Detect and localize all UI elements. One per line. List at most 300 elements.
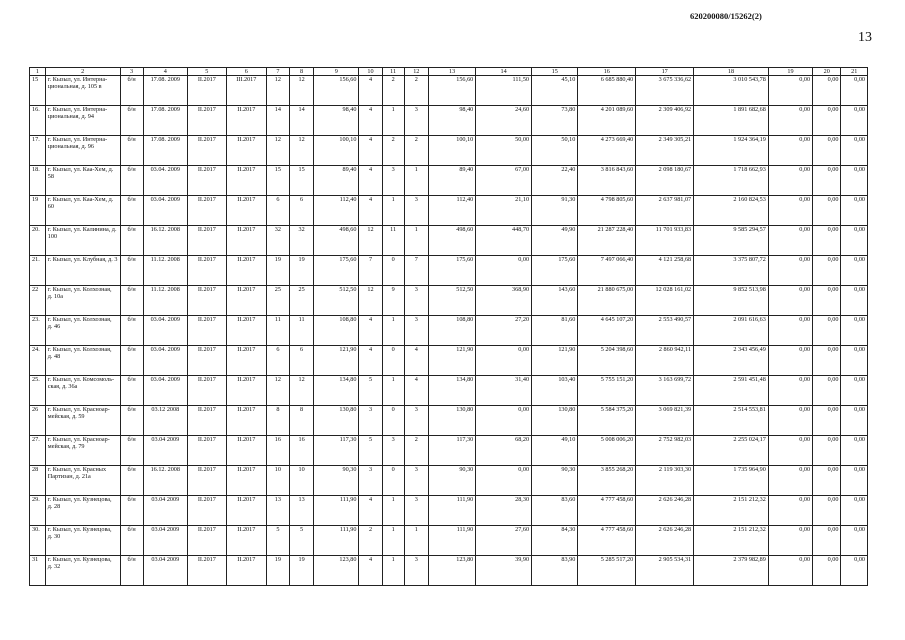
table-header [30, 68, 868, 76]
table-cell: 2 [404, 436, 428, 466]
column-header: 19 [768, 68, 812, 76]
table-cell: 16 [266, 436, 289, 466]
table-cell: 25 [289, 286, 313, 316]
table-cell: 0,00 [841, 256, 868, 286]
table-cell: 0,00 [813, 136, 841, 166]
table-cell: 3 [382, 436, 404, 466]
table-cell: 498,60 [314, 226, 359, 256]
table-row [30, 196, 868, 226]
table-cell: 84,30 [532, 526, 578, 556]
table-cell: 130,80 [532, 406, 578, 436]
table-cell: 24. [30, 346, 46, 376]
table-row [30, 136, 868, 166]
table-cell: г. Кызыл, ул. Кузнецова, д. 28 [45, 496, 120, 526]
table-cell: 16. [30, 106, 46, 136]
table-cell: 103,40 [532, 376, 578, 406]
table-cell: 15 [289, 166, 313, 196]
table-cell: II.2017 [226, 406, 266, 436]
table-cell: 0,00 [476, 406, 532, 436]
table-cell: 89,40 [428, 166, 475, 196]
table-row [30, 226, 868, 256]
table-cell: 6 [266, 346, 289, 376]
table-cell: 0,00 [841, 556, 868, 586]
table-cell: 21 880 675,00 [578, 286, 636, 316]
table-cell: 175,60 [428, 256, 475, 286]
table-cell: 111,90 [314, 496, 359, 526]
column-header: 3 [120, 68, 143, 76]
table-cell: 12 [289, 76, 313, 106]
table-cell: б/н [120, 226, 143, 256]
table-cell: б/н [120, 466, 143, 496]
table-cell: 0,00 [768, 376, 812, 406]
table-cell: 1 891 682,68 [694, 106, 769, 136]
table-cell: 0,00 [768, 106, 812, 136]
table-cell: 19 [289, 556, 313, 586]
table-cell: 5 [359, 436, 382, 466]
page-number: 13 [858, 30, 872, 45]
table-cell: 0 [382, 466, 404, 496]
table-cell: 4 [359, 76, 382, 106]
table-cell: 6 [289, 346, 313, 376]
table-cell: 112,40 [314, 196, 359, 226]
table-cell: 0,00 [813, 226, 841, 256]
table-cell: 19 [266, 256, 289, 286]
table-cell: г. Кызыл, ул. Кузнецова, д. 30 [45, 526, 120, 556]
table-cell: 2 [359, 526, 382, 556]
table-cell: 24,60 [476, 106, 532, 136]
table-row [30, 166, 868, 196]
table-cell: 7 497 066,40 [578, 256, 636, 286]
column-header: 8 [289, 68, 313, 76]
table-cell: 7 [404, 256, 428, 286]
table-cell: 2 309 406,92 [636, 106, 694, 136]
table-cell: 31,40 [476, 376, 532, 406]
table-cell: 0,00 [841, 226, 868, 256]
table-cell: 15 [30, 76, 46, 106]
table-cell: II.2017 [226, 286, 266, 316]
table-cell: 0,00 [813, 496, 841, 526]
column-header: 13 [428, 68, 475, 76]
table-cell: 7 [359, 256, 382, 286]
table-cell: 1 [382, 496, 404, 526]
table-cell: 30. [30, 526, 46, 556]
table-cell: 14 [289, 106, 313, 136]
table-cell: 4 [359, 556, 382, 586]
table-cell: 12 028 161,02 [636, 286, 694, 316]
table-cell: 45,10 [532, 76, 578, 106]
table-cell: б/н [120, 256, 143, 286]
table-cell: II.2017 [226, 376, 266, 406]
table-cell: 0,00 [476, 256, 532, 286]
table-cell: 0 [382, 406, 404, 436]
table-cell: 9 852 513,98 [694, 286, 769, 316]
table-cell: 2 [382, 136, 404, 166]
table-cell: 0,00 [841, 526, 868, 556]
table-cell: 121,90 [314, 346, 359, 376]
table-cell: 512,50 [314, 286, 359, 316]
table-cell: 3 [359, 406, 382, 436]
table-cell: II.2017 [187, 346, 226, 376]
table-cell: III.2017 [226, 76, 266, 106]
table-cell: 0,00 [813, 406, 841, 436]
table-row [30, 256, 868, 286]
table-cell: 156,60 [314, 76, 359, 106]
table-cell: г. Кызыл, ул. Колхозная, д. 10а [45, 286, 120, 316]
table-cell: 2 151 212,32 [694, 496, 769, 526]
table-cell: 0,00 [841, 196, 868, 226]
table-cell: 0,00 [841, 166, 868, 196]
table-cell: II.2017 [226, 136, 266, 166]
table-cell: 0,00 [841, 346, 868, 376]
table-cell: 3 163 699,72 [636, 376, 694, 406]
table-cell: 4 [359, 346, 382, 376]
table-cell: б/н [120, 406, 143, 436]
table-cell: II.2017 [226, 436, 266, 466]
table-cell: 0,00 [768, 436, 812, 466]
table-cell: 2 160 824,53 [694, 196, 769, 226]
column-header: 5 [187, 68, 226, 76]
table-cell: 19 [30, 196, 46, 226]
table-cell: II.2017 [187, 466, 226, 496]
table-cell: 16.12. 2008 [143, 226, 187, 256]
table-cell: 0,00 [841, 136, 868, 166]
table-cell: 11 701 933,83 [636, 226, 694, 256]
table-cell: 27,20 [476, 316, 532, 346]
table-cell: 100,10 [428, 136, 475, 166]
table-cell: 3 [404, 196, 428, 226]
table-cell: 27,60 [476, 526, 532, 556]
table-cell: 17.08. 2009 [143, 136, 187, 166]
table-cell: г. Кызыл, ул. Красноар-мейская, д. 59 [45, 406, 120, 436]
table-cell: 2 255 024,17 [694, 436, 769, 466]
table-cell: 23. [30, 316, 46, 346]
table-cell: г. Кызыл, ул. Интерна-циональная, д. 96 [45, 136, 120, 166]
table-cell: 28 [30, 466, 46, 496]
table-cell: 4 [359, 136, 382, 166]
table-cell: 0,00 [813, 286, 841, 316]
column-header: 14 [476, 68, 532, 76]
table-cell: 29. [30, 496, 46, 526]
table-cell: 13 [266, 496, 289, 526]
table-cell: 0,00 [813, 526, 841, 556]
table-cell: 0,00 [768, 406, 812, 436]
table-cell: 143,60 [532, 286, 578, 316]
column-header: 1 [30, 68, 46, 76]
table-cell: 1 [382, 376, 404, 406]
table-cell: II.2017 [187, 136, 226, 166]
table-cell: 2 905 534,31 [636, 556, 694, 586]
table-cell: 512,50 [428, 286, 475, 316]
table-cell: 111,50 [476, 76, 532, 106]
table-cell: 22 [30, 286, 46, 316]
table-cell: б/н [120, 346, 143, 376]
table-row [30, 496, 868, 526]
table-row [30, 556, 868, 586]
table-cell: II.2017 [187, 76, 226, 106]
table-cell: 0,00 [841, 106, 868, 136]
table-cell: II.2017 [187, 526, 226, 556]
table-cell: II.2017 [187, 286, 226, 316]
table-cell: 0,00 [476, 346, 532, 376]
table-cell: 2 637 981,07 [636, 196, 694, 226]
table-cell: 6 [289, 196, 313, 226]
table-cell: 83,60 [532, 496, 578, 526]
table-cell: 2 591 451,48 [694, 376, 769, 406]
table-cell: 3 [404, 406, 428, 436]
table-cell: 498,60 [428, 226, 475, 256]
table-cell: II.2017 [226, 466, 266, 496]
table-cell: 2 [404, 76, 428, 106]
table-cell: 21 287 228,40 [578, 226, 636, 256]
table-cell: 39,90 [476, 556, 532, 586]
table-cell: II.2017 [226, 226, 266, 256]
table-cell: г. Кызыл, ул. Комсомоль-ская, д. 36а [45, 376, 120, 406]
table-cell: 3 [404, 286, 428, 316]
table-cell: 16.12. 2008 [143, 466, 187, 496]
table-cell: 0,00 [768, 556, 812, 586]
table-cell: 12 [359, 226, 382, 256]
table-row [30, 376, 868, 406]
table-cell: 0,00 [768, 226, 812, 256]
table-cell: II.2017 [187, 406, 226, 436]
table-cell: 3 675 336,62 [636, 76, 694, 106]
table-body [30, 76, 868, 586]
table-cell: 98,40 [314, 106, 359, 136]
table-cell: 20. [30, 226, 46, 256]
table-cell: 121,90 [532, 346, 578, 376]
table-cell: II.2017 [226, 166, 266, 196]
table-row [30, 76, 868, 106]
table-cell: 11 [289, 316, 313, 346]
table-cell: 0,00 [768, 256, 812, 286]
table-cell: 0,00 [768, 526, 812, 556]
table-cell: 111,90 [428, 526, 475, 556]
table-cell: г. Кызыл, ул. Калинина, д. 100 [45, 226, 120, 256]
table-cell: 32 [266, 226, 289, 256]
table-row [30, 286, 868, 316]
table-cell: 1 [382, 106, 404, 136]
table-cell: II.2017 [187, 436, 226, 466]
table-cell: II.2017 [226, 106, 266, 136]
table-cell: 9 [382, 286, 404, 316]
table-cell: 4 777 458,60 [578, 496, 636, 526]
table-row [30, 466, 868, 496]
column-header: 16 [578, 68, 636, 76]
table-row [30, 436, 868, 466]
table-cell: 90,30 [428, 466, 475, 496]
table-cell: б/н [120, 166, 143, 196]
table-cell: 11 [382, 226, 404, 256]
table-cell: 2 091 616,63 [694, 316, 769, 346]
table-cell: II.2017 [187, 316, 226, 346]
table-cell: 0,00 [841, 76, 868, 106]
table-cell: 0,00 [768, 196, 812, 226]
table-cell: 90,30 [532, 466, 578, 496]
table-row [30, 406, 868, 436]
table-cell: 1 [404, 226, 428, 256]
table-cell: б/н [120, 436, 143, 466]
table-cell: 5 [359, 376, 382, 406]
table-cell: б/н [120, 316, 143, 346]
table-cell: 03.04. 2009 [143, 346, 187, 376]
table-cell: 3 816 843,60 [578, 166, 636, 196]
table-cell: 89,40 [314, 166, 359, 196]
table-cell: II.2017 [187, 256, 226, 286]
table-cell: II.2017 [187, 226, 226, 256]
table-cell: 2 349 305,21 [636, 136, 694, 166]
table-cell: 2 379 982,89 [694, 556, 769, 586]
table-cell: 03.04 2009 [143, 436, 187, 466]
table-cell: 134,80 [314, 376, 359, 406]
table-cell: II.2017 [226, 526, 266, 556]
table-cell: 156,60 [428, 76, 475, 106]
column-header: 10 [359, 68, 382, 76]
table-cell: 68,20 [476, 436, 532, 466]
table-cell: 0,00 [841, 376, 868, 406]
table-cell: б/н [120, 526, 143, 556]
table-cell: 9 585 294,57 [694, 226, 769, 256]
table-cell: 5 755 151,20 [578, 376, 636, 406]
table-cell: 2 [382, 76, 404, 106]
column-header: 11 [382, 68, 404, 76]
table-cell: 1 [404, 166, 428, 196]
column-header: 2 [45, 68, 120, 76]
table-cell: 21. [30, 256, 46, 286]
table-cell: 117,30 [428, 436, 475, 466]
table-cell: б/н [120, 556, 143, 586]
table-cell: б/н [120, 496, 143, 526]
table-cell: 4 798 805,60 [578, 196, 636, 226]
table-cell: 2 553 490,57 [636, 316, 694, 346]
table-cell: г. Кызыл, ул. Интерна-циональная, д. 105 в [45, 76, 120, 106]
column-number-row [30, 68, 868, 76]
table-cell: 100,10 [314, 136, 359, 166]
table-cell: 67,00 [476, 166, 532, 196]
table-cell: 03.12 2008 [143, 406, 187, 436]
table-cell: г. Кызыл, ул. Красных Партизан, д. 21а [45, 466, 120, 496]
table-cell: 6 685 880,40 [578, 76, 636, 106]
table-cell: 0,00 [813, 166, 841, 196]
column-header: 6 [226, 68, 266, 76]
table-cell: 10 [289, 466, 313, 496]
table-cell: 4 [359, 496, 382, 526]
table-cell: 15 [266, 166, 289, 196]
table-cell: 25 [266, 286, 289, 316]
table-cell: 0,00 [813, 436, 841, 466]
table-cell: 117,30 [314, 436, 359, 466]
table-cell: 4 777 458,60 [578, 526, 636, 556]
table-cell: 0,00 [841, 406, 868, 436]
table-cell: 10 [266, 466, 289, 496]
table-cell: 21,10 [476, 196, 532, 226]
table-cell: 1 [382, 526, 404, 556]
table-cell: 19 [289, 256, 313, 286]
table-cell: 03.04 2009 [143, 556, 187, 586]
column-header: 20 [813, 68, 841, 76]
table-cell: 2 151 212,32 [694, 526, 769, 556]
table-cell: 4 [404, 376, 428, 406]
table-cell: 0,00 [768, 496, 812, 526]
table-cell: 19 [266, 556, 289, 586]
table-cell: 5 285 517,20 [578, 556, 636, 586]
table-cell: г. Кызыл, ул. Колхозная, д. 48 [45, 346, 120, 376]
table-cell: 1 735 964,90 [694, 466, 769, 496]
table-cell: 130,80 [314, 406, 359, 436]
table-cell: 11.12. 2008 [143, 256, 187, 286]
table-cell: г. Кызыл, ул. Каа-Хем, д. 58 [45, 166, 120, 196]
column-header: 4 [143, 68, 187, 76]
table-cell: 16 [289, 436, 313, 466]
table-cell: 03.04. 2009 [143, 316, 187, 346]
table-cell: г. Кызыл, ул. Каа-Хем, д. 60 [45, 196, 120, 226]
table-cell: 448,70 [476, 226, 532, 256]
table-cell: 112,40 [428, 196, 475, 226]
table-cell: II.2017 [226, 196, 266, 226]
table-cell: 0,00 [768, 136, 812, 166]
table-cell: 2 752 982,03 [636, 436, 694, 466]
table-cell: г. Кызыл, ул. Клубная, д. 3 [45, 256, 120, 286]
table-cell: 108,80 [314, 316, 359, 346]
table-cell: II.2017 [226, 346, 266, 376]
table-cell: 49,10 [532, 436, 578, 466]
table-cell: 130,80 [428, 406, 475, 436]
table-row [30, 106, 868, 136]
table-cell: 17.08. 2009 [143, 76, 187, 106]
table-cell: 12 [266, 76, 289, 106]
table-cell: 11 [266, 316, 289, 346]
table-cell: 4 [359, 316, 382, 346]
table-cell: 50,00 [476, 136, 532, 166]
table-cell: 3 [404, 556, 428, 586]
table-cell: 2 626 246,28 [636, 526, 694, 556]
table-cell: 11.12. 2008 [143, 286, 187, 316]
table-cell: 12 [289, 136, 313, 166]
table-cell: 2 119 303,30 [636, 466, 694, 496]
table-cell: 03.04 2009 [143, 496, 187, 526]
table-cell: г. Кызыл, ул. Интерна-циональная, д. 94 [45, 106, 120, 136]
housing-registry-table [29, 67, 868, 586]
table-cell: II.2017 [187, 106, 226, 136]
table-cell: 3 [404, 106, 428, 136]
table-cell: 6 [266, 196, 289, 226]
table-cell: 123,80 [314, 556, 359, 586]
table-row [30, 316, 868, 346]
table-cell: 368,90 [476, 286, 532, 316]
table-cell: 1 [382, 556, 404, 586]
table-cell: г. Кызыл, ул. Колхозная, д. 46 [45, 316, 120, 346]
table-cell: 3 010 543,78 [694, 76, 769, 106]
table-cell: 5 008 006,20 [578, 436, 636, 466]
table-cell: б/н [120, 196, 143, 226]
table-cell: 2 098 180,67 [636, 166, 694, 196]
table-cell: 12 [266, 136, 289, 166]
table-cell: 0,00 [813, 316, 841, 346]
table-cell: 0,00 [841, 436, 868, 466]
table-cell: 4 645 107,20 [578, 316, 636, 346]
table-cell: б/н [120, 106, 143, 136]
table-cell: 0,00 [813, 376, 841, 406]
table-cell: II.2017 [226, 316, 266, 346]
table-cell: 2 [404, 136, 428, 166]
table-cell: 0,00 [768, 316, 812, 346]
column-header: 21 [841, 68, 868, 76]
table-cell: 175,60 [532, 256, 578, 286]
table-cell: 73,80 [532, 106, 578, 136]
table-cell: 108,80 [428, 316, 475, 346]
table-cell: 3 855 268,20 [578, 466, 636, 496]
table-cell: 4 [359, 196, 382, 226]
table-cell: 123,80 [428, 556, 475, 586]
